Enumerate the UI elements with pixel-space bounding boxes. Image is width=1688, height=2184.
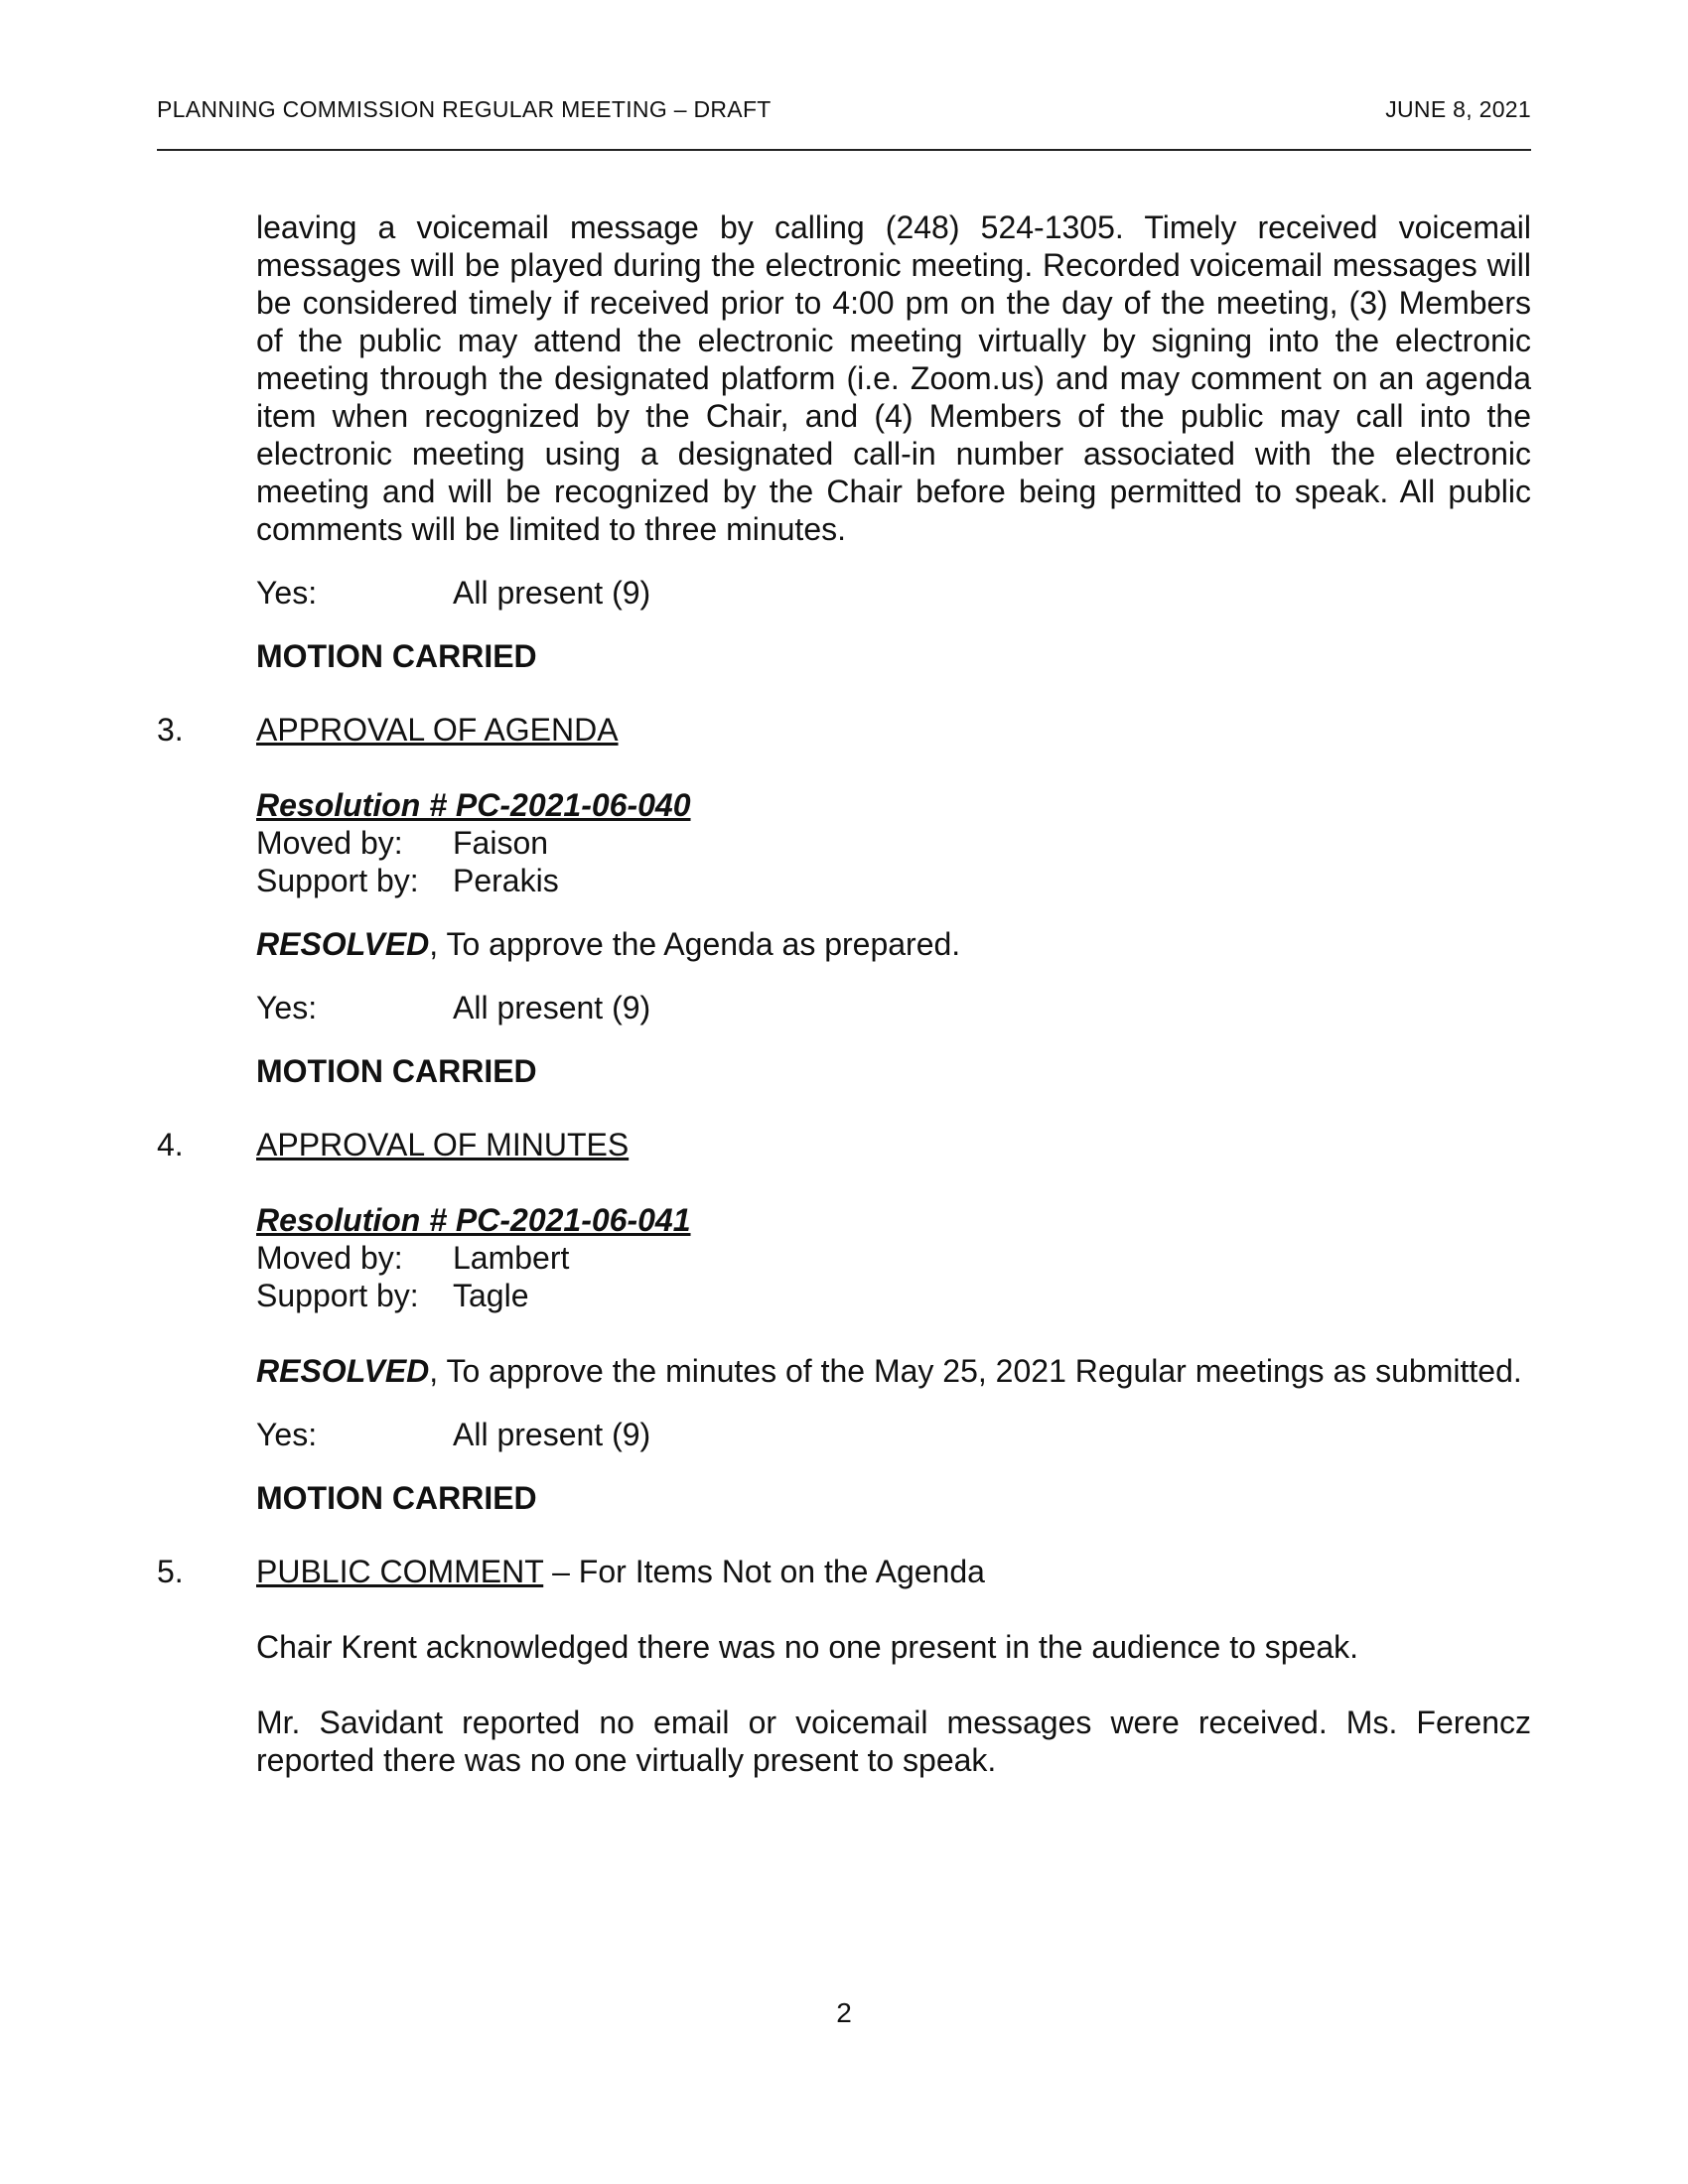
support-by-label: Support by: — [256, 1278, 419, 1313]
vote-value: All present (9) — [453, 575, 651, 611]
motion-status: MOTION CARRIED — [256, 1480, 537, 1516]
vote-value: All present (9) — [453, 990, 651, 1025]
resolution-number: Resolution # PC-2021-06-041 — [256, 1202, 691, 1238]
vote-value: All present (9) — [453, 1417, 651, 1452]
resolved-text — [256, 1352, 1531, 1390]
header-title: PLANNING COMMISSION REGULAR MEETING – DRAFT — [157, 96, 772, 122]
section-number: 5. — [157, 1554, 184, 1589]
page-number: 2 — [836, 1997, 852, 2028]
resolution-number: Resolution # PC-2021-06-040 — [256, 787, 691, 823]
vote-row — [256, 1416, 1531, 1453]
support-by-label: Support by: — [256, 863, 419, 898]
moved-by-row — [256, 1239, 1531, 1277]
support-by-value: Perakis — [453, 863, 559, 898]
header-date: JUNE 8, 2021 — [1385, 96, 1531, 122]
resolved-keyword: RESOLVED — [256, 926, 430, 962]
section-heading-text — [256, 1553, 985, 1590]
section-number: 3. — [157, 712, 184, 748]
vote-label: Yes: — [256, 990, 318, 1025]
section-body-approval-of-agenda — [256, 786, 1531, 1090]
section-heading-approval-of-minutes — [157, 1126, 1531, 1163]
motion-status: MOTION CARRIED — [256, 1053, 537, 1089]
section-body-approval-of-minutes — [256, 1201, 1531, 1517]
moved-by-value: Faison — [453, 825, 549, 861]
section-number: 4. — [157, 1127, 184, 1162]
continuation-block — [256, 208, 1531, 675]
support-by-value: Tagle — [453, 1278, 529, 1313]
header-divider — [157, 149, 1531, 151]
section-heading-public-comment — [157, 1553, 1531, 1590]
resolved-text — [256, 925, 1531, 963]
public-comment-paragraph: Mr. Savidant reported no email or voicemail messages were received. Ms. Ferencz reported there was no one virtually present to speak. — [256, 1705, 1531, 1778]
moved-by-value: Lambert — [453, 1240, 570, 1276]
moved-by-label: Moved by: — [256, 1240, 403, 1276]
moved-by-label: Moved by: — [256, 825, 403, 861]
section-title: PUBLIC COMMENT — [256, 1554, 544, 1589]
vote-label: Yes: — [256, 575, 318, 611]
section-title: APPROVAL OF AGENDA — [256, 712, 619, 748]
section-body-public-comment — [256, 1628, 1531, 1779]
motion-status: MOTION CARRIED — [256, 638, 537, 674]
vote-row — [256, 989, 1531, 1026]
public-comment-paragraph: Chair Krent acknowledged there was no one present in the audience to speak. — [256, 1629, 1359, 1665]
support-by-row — [256, 862, 1531, 899]
vote-label: Yes: — [256, 1417, 318, 1452]
moved-by-row — [256, 824, 1531, 862]
resolved-body: , To approve the minutes of the May 25, 2021 Regular meetings as submitted. — [429, 1353, 1522, 1389]
vote-row — [256, 574, 1531, 612]
support-by-row — [256, 1277, 1531, 1314]
minutes-body — [157, 208, 1531, 1779]
section-heading-approval-of-agenda — [157, 711, 1531, 749]
resolved-keyword: RESOLVED — [256, 1353, 430, 1389]
section-title: APPROVAL OF MINUTES — [256, 1127, 630, 1162]
page-header — [157, 96, 1531, 123]
section-title-suffix: – For Items Not on the Agenda — [543, 1554, 985, 1589]
resolved-body: , To approve the Agenda as prepared. — [429, 926, 961, 962]
continuation-paragraph: leaving a voicemail message by calling (248) 524-1305. Timely received voicemail messages will be played during the electronic meeting. Recorded voicemail messages will be considered timely if received prior to 4:00 pm on the day of the meeting, (3) Members of the public may attend the electronic meeting virtually by signing into the electronic meeting through the designated platform (i.e. Zoom.us) and may comment on an agenda item when recognized by the Chair, and (4) Members of the public may call into the electronic meeting using a designated call-in number associated with the electronic meeting and will be recognized by the Chair before being permitted to speak. All public comments will be limited to three minutes. — [256, 209, 1531, 547]
